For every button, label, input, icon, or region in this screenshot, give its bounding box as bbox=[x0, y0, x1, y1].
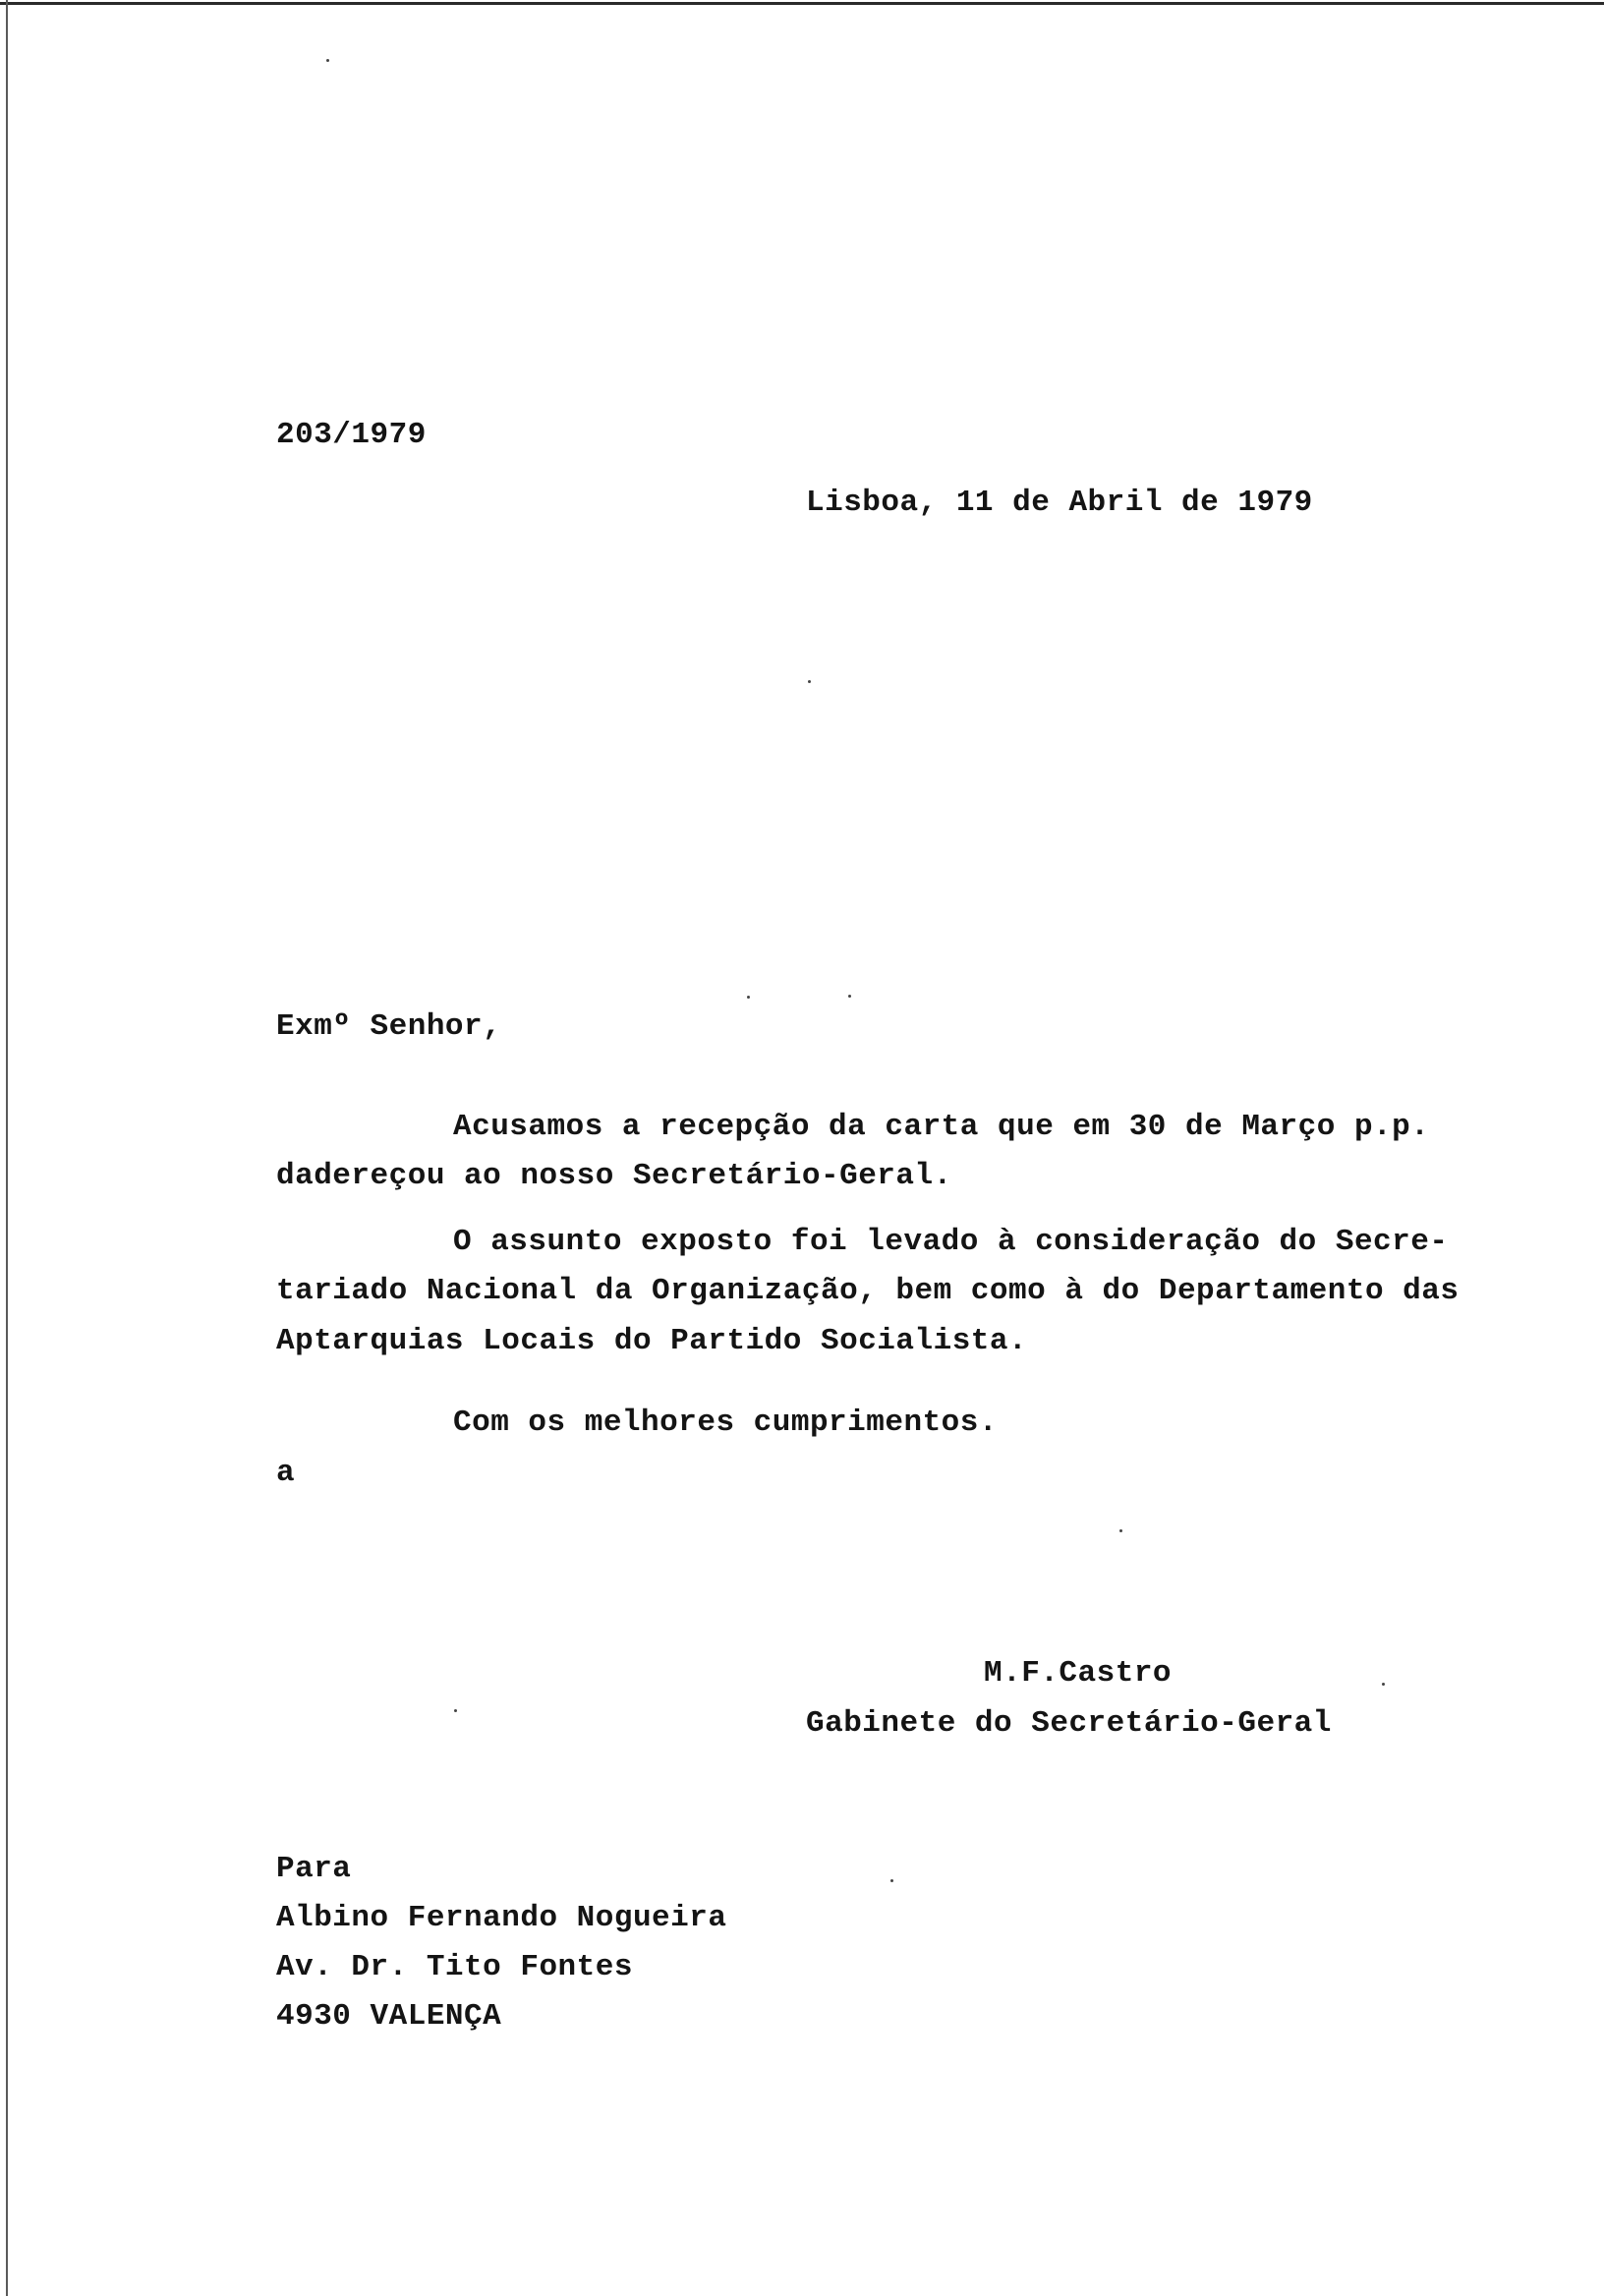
page-top-edge bbox=[0, 2, 1604, 5]
recipient-label: Para bbox=[276, 1852, 352, 1886]
scan-speck bbox=[326, 59, 329, 62]
reference-number: 203/1979 bbox=[276, 418, 427, 452]
paragraph-2-line-2: tariado Nacional da Organização, bem como à do Departamento das bbox=[276, 1274, 1460, 1308]
stray-mark: a bbox=[276, 1456, 296, 1490]
recipient-name: Albino Fernando Nogueira bbox=[276, 1901, 727, 1935]
signature-office: Gabinete do Secretário-Geral bbox=[806, 1706, 1332, 1741]
paragraph-1-line-2: dadereçou ao nosso Secretário-Geral. bbox=[276, 1159, 952, 1193]
date-line: Lisboa, 11 de Abril de 1979 bbox=[806, 486, 1313, 520]
salutation: Exmº Senhor, bbox=[276, 1009, 502, 1044]
scan-speck bbox=[1119, 1529, 1122, 1532]
paragraph-2-line-3: Aptarquias Locais do Partido Socialista. bbox=[276, 1324, 1028, 1358]
scan-speck bbox=[808, 680, 811, 683]
scan-speck bbox=[890, 1879, 893, 1882]
scan-speck bbox=[1382, 1683, 1385, 1686]
scan-speck bbox=[454, 1709, 457, 1712]
signature-name: M.F.Castro bbox=[984, 1656, 1173, 1691]
page-left-edge bbox=[6, 0, 8, 2296]
paragraph-2-line-1: O assunto exposto foi levado à consideração do Secre- bbox=[453, 1225, 1449, 1259]
recipient-city: 4930 VALENÇA bbox=[276, 1999, 502, 2034]
closing-line: Com os melhores cumprimentos. bbox=[453, 1406, 998, 1440]
scan-speck bbox=[747, 996, 750, 999]
paragraph-1-line-1: Acusamos a recepção da carta que em 30 de Março p.p. bbox=[453, 1110, 1430, 1144]
recipient-street: Av. Dr. Tito Fontes bbox=[276, 1950, 633, 1984]
scan-speck bbox=[848, 995, 851, 998]
